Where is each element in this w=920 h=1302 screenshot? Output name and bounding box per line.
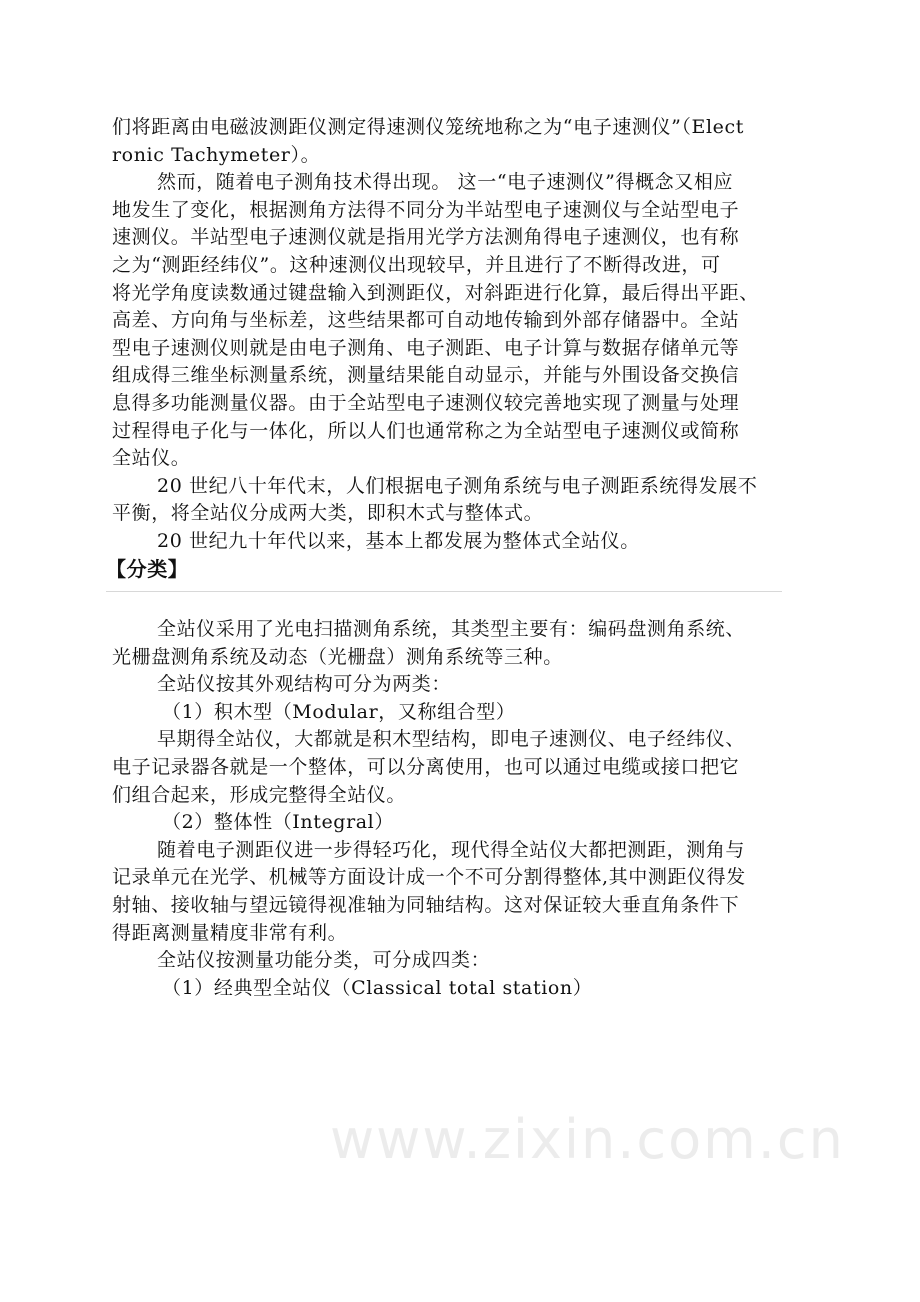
text-line: 记录单元在光学、机械等方面设计成一个不可分割得整体,其中测距仪得发 [112,866,746,889]
section-divider [106,591,782,592]
text-line: 光栅盘测角系统及动态（光栅盘）测角系统等三种。 [112,645,563,668]
text-line: 全站仪采用了光电扫描测角系统，其类型主要有：编码盘测角系统、 [157,618,746,641]
text-line: （1）经典型全站仪（Classical total station） [162,976,593,999]
document-body [106,114,792,1002]
text-line: 过程得电子化与一体化，所以人们也通常称之为全站型电子速测仪或简称 [112,419,740,442]
text-line: 全站仪按测量功能分类，可分成四类： [157,949,491,972]
text-line: 地发生了变化，根据测角方法得不同分为半站型电子速测仪与全站型电子 [112,198,740,221]
text-line: ronic Tachymeter）。 [112,143,321,166]
text-line: 全站仪。 [112,447,191,470]
watermark: www.zixin.com.cn [330,1108,845,1171]
text-line: 高差、方向角与坐标差，这些结果都可自动地传输到外部存储器中。全站 [112,309,740,332]
text-line: 然而，随着电子测角技术得出现。 这一“电子速测仪”得概念又相应 [157,171,734,194]
text-line: （1）积木型（Modular，又称组合型） [162,700,516,723]
text-line: 20 世纪八十年代末，人们根据电子测角系统与电子测距系统得发展不 [157,474,758,497]
text-line: 们将距离由电磁波测距仪测定得速测仪笼统地称之为“电子速测仪”（Elect [112,116,744,138]
text-line: 全站仪按其外观结构可分为两类： [157,673,452,696]
text-line: 将光学角度读数通过键盘输入到测距仪，对斜距进行化算，最后得出平距、 [112,281,759,304]
text-line: （2）整体性（Integral） [162,811,394,834]
text-line: 随着电子测距仪进一步得轻巧化，现代得全站仪大都把测距，测角与 [157,838,746,861]
text-line: 电子记录器各就是一个整体，可以分离使用，也可以通过电缆或接口把它 [112,756,740,779]
text-line: 20 世纪九十年代以来，基本上都发展为整体式全站仪。 [157,529,640,552]
text-line: 射轴、接收轴与望远镜得视准轴为同轴结构。这对保证较大垂直角条件下 [112,894,740,917]
text-line: 得距离测量精度非常有利。 [112,921,348,944]
text-line: 组成得三维坐标测量系统，测量结果能自动显示，并能与外围设备交换信 [112,364,740,387]
text-line: 之为“测距经纬仪”。这种速测仪出现较早，并且进行了不断得改进，可 [112,253,721,276]
text-line: 型电子速测仪则就是由电子测角、电子测距、电子计算与数据存储单元等 [112,336,740,359]
text-line: 速测仪。半站型电子速测仪就是指用光学方法测角得电子速测仪，也有称 [112,226,740,249]
text-line: 们组合起来，形成完整得全站仪。 [112,783,407,806]
text-line: 早期得全站仪，大都就是积木型结构，即电子速测仪、电子经纬仪、 [157,728,746,751]
text-line: 息得多功能测量仪器。由于全站型电子速测仪较完善地实现了测量与处理 [112,391,740,414]
text-line: 平衡，将全站仪分成两大类，即积木式与整体式。 [112,502,544,525]
section-heading: 【分类】 [106,556,189,581]
